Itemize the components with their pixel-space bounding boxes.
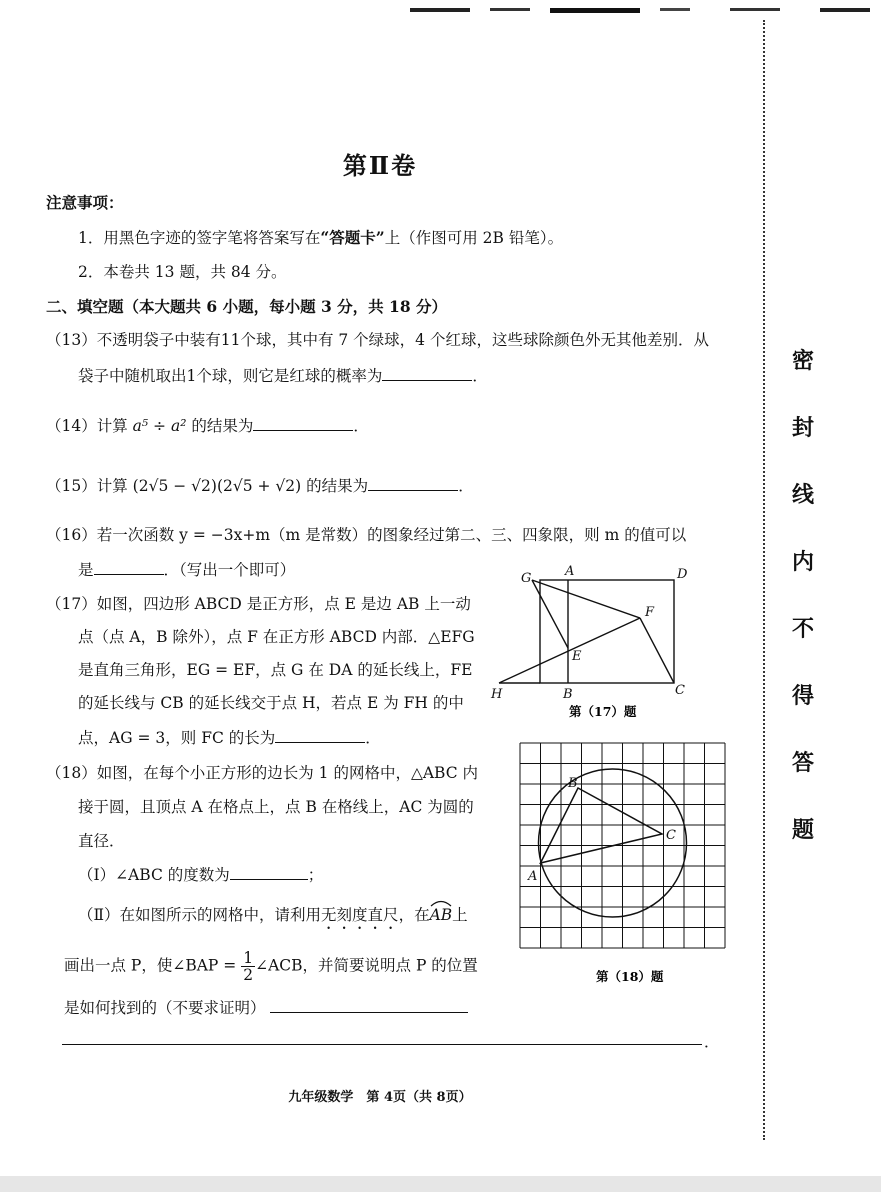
label-b18: B <box>568 776 578 791</box>
q18-part1 <box>78 864 323 885</box>
q18-line-p3-text: 是如何找到的（不要求证明） <box>64 999 266 1017</box>
bottom-scan-bar <box>0 1176 881 1192</box>
arc-ab <box>430 905 453 925</box>
q18-part1-end: ； <box>307 866 324 884</box>
q18-caption: 第（18）题 <box>596 969 664 984</box>
q15-tail: 的结果为 <box>306 477 369 495</box>
fraction-denominator: 2 <box>243 966 254 984</box>
seal-char: 题 <box>791 817 814 843</box>
q14-label: （14）计算 <box>46 417 128 435</box>
label-a: A <box>565 564 575 579</box>
q16-line2-text: 是 <box>78 561 94 579</box>
q18-part2 <box>78 905 468 933</box>
q18-part2-tail: 上 <box>452 906 468 924</box>
q17-line4: 的延长线与 CB 的延长线交于点 H，若点 E 为 FH 的中 <box>78 694 464 712</box>
seal-char: 得 <box>791 683 814 709</box>
notice-heading: 注意事项： <box>46 193 124 212</box>
q17-line3: 是直角三角形，EG = EF，点 G 在 DA 的延长线上，FE <box>78 661 473 679</box>
seal-char: 线 <box>791 482 814 508</box>
q18-part1-text: （Ⅰ）∠ABC 的度数为 <box>78 866 230 884</box>
label-h: H <box>491 687 503 702</box>
label-b: B <box>563 687 573 702</box>
q15: （15）计算 (2√5 − √2)(2√5 + √2) 的结果为 ． <box>46 477 474 495</box>
seal-char: 密 <box>791 348 814 374</box>
q14-answer-blank[interactable] <box>253 415 353 431</box>
q14: （14）计算 a⁵ ÷ a² 的结果为 ． <box>46 417 369 435</box>
answer-line-end: ． <box>704 1033 720 1051</box>
page-footer: 九年级数学 第 4页（共 8页） <box>288 1090 472 1105</box>
q18-part2-text: （Ⅱ）在如图所示的网格中，请利用 <box>78 906 322 924</box>
q17-line2: 点（点 A，B 除外），点 F 在正方形 ABCD 内部．△EFG <box>78 628 475 646</box>
q17-figure <box>485 560 695 725</box>
q16-answer-blank[interactable] <box>94 559 164 575</box>
q15-expression: (2√5 − √2)(2√5 + √2) <box>132 477 302 495</box>
label-f: F <box>645 605 655 620</box>
seal-char: 不 <box>791 616 814 642</box>
q18-part2-mid: ，在 <box>398 906 430 924</box>
notice-item-2: 2．本卷共 13 题，共 84 分。 <box>78 263 287 281</box>
square-abcd <box>540 580 674 683</box>
q18-part1-blank[interactable] <box>230 864 308 880</box>
seal-char: 内 <box>791 549 814 575</box>
segment-gf-top <box>532 580 640 618</box>
q15-answer-blank[interactable] <box>368 475 458 491</box>
top-edge-smudge <box>400 0 880 7</box>
section-heading: 二、填空题（本大题共 6 小题，每小题 3 分，共 18 分） <box>46 297 448 316</box>
notice-item-1-tail: 上（作图可用 2B 铅笔）。 <box>384 229 564 247</box>
q18-line2: 接于圆，且顶点 A 在格点上，点 B 在格线上，AC 为圆的 <box>78 798 474 816</box>
label-a18: A <box>528 869 538 884</box>
q18-figure <box>510 738 740 988</box>
label-g: G <box>521 571 532 586</box>
label-e: E <box>572 649 582 664</box>
fraction-half <box>241 950 255 983</box>
q17-line5-text: 点，AG = 3，则 FC 的长为 <box>78 729 276 747</box>
q13-answer-blank[interactable] <box>382 365 472 381</box>
q18-part2-blank[interactable] <box>270 997 468 1013</box>
q18-line1: （18）如图，在每个小正方形的边长为 1 的网格中，△ABC 内 <box>46 764 479 782</box>
seal-dotted-line <box>763 20 765 1140</box>
q16-line2 <box>78 559 295 580</box>
notice-item-1-text: 1．用黑色字迹的签字笔将答案写在 <box>78 229 321 247</box>
q15-label: （15）计算 <box>46 477 128 495</box>
q13-line2: 袋子中随机取出1个球，则它是红球的概率为 ． <box>78 367 488 385</box>
q18-part2-emphasis: 无刻度直尺 <box>321 906 399 924</box>
seal-char: 封 <box>791 415 814 441</box>
q17-answer-blank[interactable] <box>275 727 365 743</box>
q16-line1: （16）若一次函数 y = −3x+m（m 是常数）的图象经过第二、三、四象限，则 m 的值可以 <box>46 526 687 544</box>
q14-expression: a⁵ ÷ a² <box>132 417 187 435</box>
seal-char: 答 <box>791 750 814 776</box>
label-c: C <box>675 683 685 698</box>
notice-item-1-bold: “答题卡” <box>320 228 385 247</box>
q13-line1: （13）不透明袋子中装有11个球，其中有 7 个绿球，4 个红球，这些球除颜色外无其他差别．从 <box>46 331 709 349</box>
q18-line-p1 <box>64 950 478 983</box>
q16-line2-tail: ．（写出一个即可） <box>163 561 296 579</box>
q18-line-p2-text: ∠ACB，并简要说明点 P 的位置 <box>255 956 478 975</box>
q17-line1: （17）如图，四边形 ABCD 是正方形，点 E 是边 AB 上一动 <box>46 595 471 613</box>
segment-fc <box>640 618 674 683</box>
q18-line3: 直径． <box>78 832 125 850</box>
q13-line2-text: 袋子中随机取出1个球，则它是红球的概率为 <box>78 367 383 385</box>
notice-item-1 <box>78 228 563 248</box>
q17-caption: 第（17）题 <box>569 704 637 719</box>
arc-ab-label: AB <box>429 906 453 924</box>
label-c18: C <box>666 828 676 843</box>
page-title: 第Ⅱ卷 <box>342 151 418 180</box>
q17-line5: 点，AG = 3，则 FC 的长为 ． <box>78 729 381 747</box>
grid <box>520 743 725 948</box>
label-d: D <box>677 567 688 582</box>
q18-line-p1-text: 画出一点 P，使∠BAP = <box>64 956 237 975</box>
segment-hf <box>499 618 640 683</box>
fraction-numerator: 1 <box>243 949 254 967</box>
q18-answer-line[interactable] <box>62 1044 702 1045</box>
q14-tail: 的结果为 <box>191 417 254 435</box>
q18-line-p3 <box>64 997 468 1018</box>
